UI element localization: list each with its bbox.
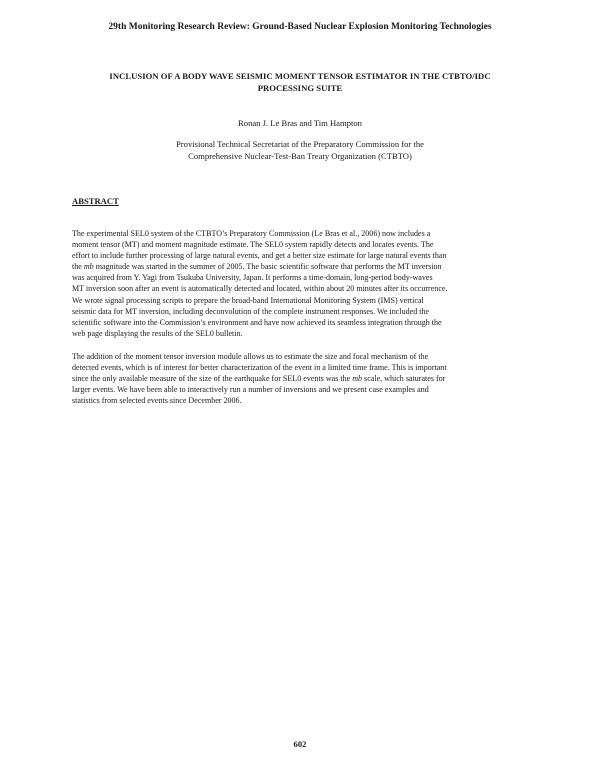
abstract-line: moment tensor (MT) and moment magnitude estimate. The SEL0 system rapidly detects and locates events. The bbox=[72, 240, 434, 250]
abstract-line: statistics from selected events since December 2006. bbox=[72, 396, 242, 406]
affiliation-line: Comprehensive Nuclear-Test-Ban Treaty Organization (CTBTO) bbox=[188, 151, 412, 161]
abstract-line: effort to include further processing of large natural events, and get a better size estimate for large natural events than bbox=[72, 251, 447, 261]
paper-authors: Ronan J. Le Bras and Tim Hampton bbox=[238, 118, 362, 128]
running-header: 29th Monitoring Research Review: Ground-Based Nuclear Explosion Monitoring Technologies bbox=[108, 22, 492, 32]
paper-title-line: INCLUSION OF A BODY WAVE SEISMIC MOMENT TENSOR ESTIMATOR IN THE CTBTO/IDC bbox=[109, 71, 491, 81]
paper-title bbox=[60, 70, 540, 94]
abstract-line: seismic data for MT inversion, including deconvolution of the complete instrument responses. We included the bbox=[72, 306, 430, 316]
paper-affiliation bbox=[0, 138, 600, 162]
abstract-line: detected events, which is of interest for better characterization of the event in a limited time frame. This is important bbox=[72, 363, 447, 373]
paper-title-line: PROCESSING SUITE bbox=[257, 83, 343, 93]
abstract-line: scientific software into the Commission’s environment and have now achieved its seamless integration through the bbox=[72, 317, 442, 327]
abstract-line: The addition of the moment tensor inversion module allows us to estimate the size and focal mechanism of the bbox=[72, 352, 429, 361]
abstract-line: MT inversion soon after an event is automatically detected and located, within about 20 minutes after its occurrence. bbox=[72, 284, 448, 294]
page-number: 602 bbox=[293, 739, 307, 749]
abstract-line: since the only available measure of the size of the earthquake for SEL0 events was the mb scale, which saturates for bbox=[72, 374, 446, 384]
abstract-paragraph-2 bbox=[72, 351, 532, 406]
affiliation-line: Provisional Technical Secretariat of the Preparatory Commission for the bbox=[176, 139, 424, 149]
abstract-line: was acquired from Y. Yagi from Tsukuba University, Japan. It performs a time-domain, long-period body-waves bbox=[72, 273, 433, 283]
abstract-heading: ABSTRACT bbox=[72, 196, 119, 206]
abstract-line: The experimental SEL0 system of the CTBTO’s Preparatory Commission (Le Bras et al., 2006) now includes a bbox=[72, 229, 431, 238]
abstract-line: web page displaying the results of the SEL0 bulletin. bbox=[72, 328, 243, 338]
abstract-line: the mb magnitude was started in the summer of 2005. The basic scientific software that performs the MT inversion bbox=[72, 262, 442, 272]
abstract-line: We wrote signal processing scripts to prepare the broad-band International Monitoring System (IMS) vertical bbox=[72, 295, 424, 305]
abstract-paragraph-1 bbox=[72, 228, 532, 339]
abstract-line: larger events. We have been able to interactively run a number of inversions and we present case examples and bbox=[72, 385, 429, 395]
